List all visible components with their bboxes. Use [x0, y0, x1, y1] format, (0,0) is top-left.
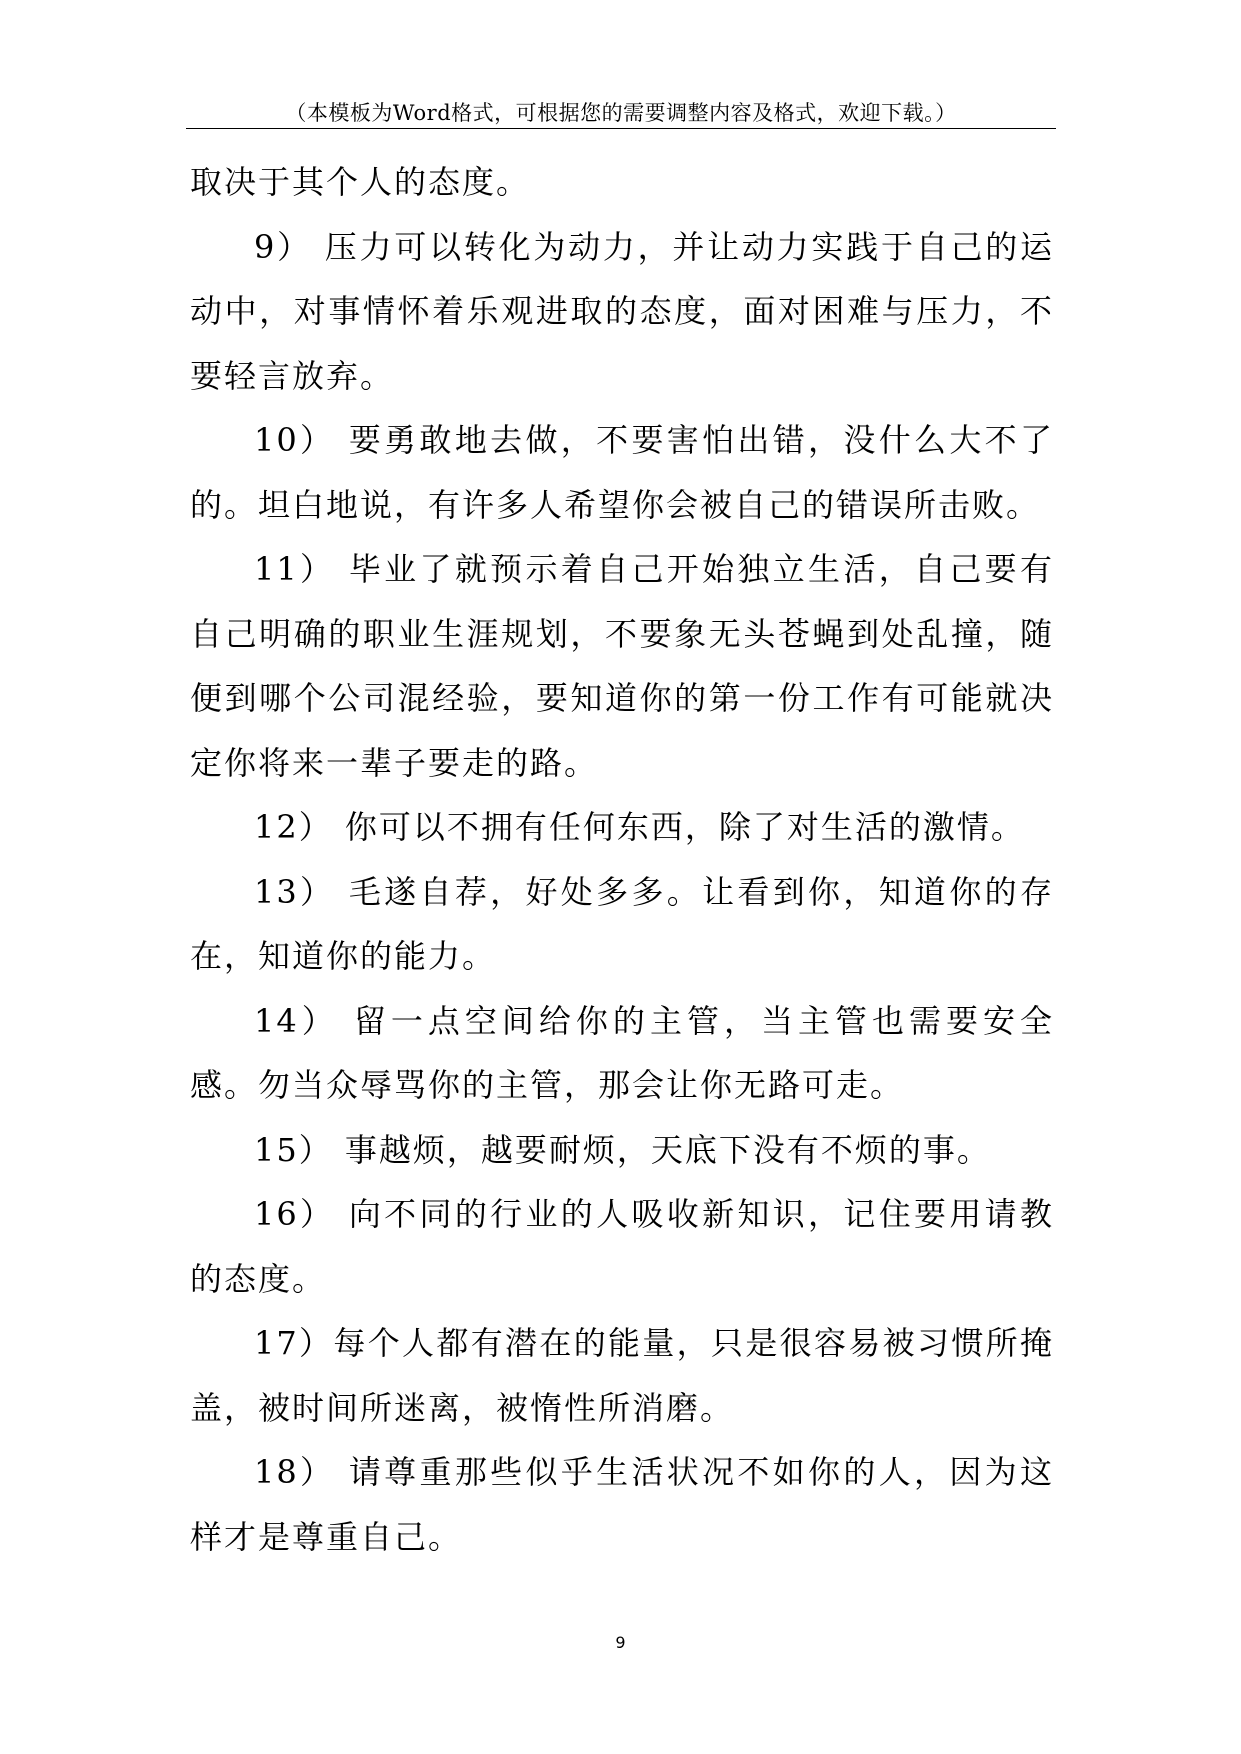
- paragraph: 16） 向不同的行业的人吸收新知识，记住要用请教的态度。: [190, 1195, 1054, 1298]
- paragraph: 11） 毕业了就预示着自己开始独立生活，自己要有自己明确的职业生涯规划，不要象无头苍蝇到处乱撞，随便到哪个公司混经验，要知道你的第一份工作有可能就决定你将来一辈子要走的路。: [190, 550, 1054, 782]
- header-divider: [186, 128, 1056, 129]
- paragraph: 13） 毛遂自荐，好处多多。让看到你，知道你的存在，知道你的能力。: [190, 872, 1054, 975]
- paragraph: 10） 要勇敢地去做，不要害怕出错，没什么大不了的。坦白地说，有许多人希望你会被自己的错误所击败。: [190, 421, 1054, 524]
- page-number: 9: [615, 1633, 626, 1652]
- page-header: （本模板为Word格式，可根据您的需要调整内容及格式，欢迎下载。）: [285, 101, 957, 125]
- paragraph: 15） 事越烦，越要耐烦，天底下没有不烦的事。: [254, 1130, 991, 1169]
- paragraph: 14） 留一点空间给你的主管，当主管也需要安全感。勿当众辱骂你的主管，那会让你无路可走。: [190, 1001, 1054, 1104]
- document-body: [190, 150, 1054, 1569]
- paragraph: 取决于其个人的态度。: [190, 163, 531, 201]
- paragraph: 18） 请尊重那些似乎生活状况不如你的人，因为这样才是尊重自己。: [190, 1453, 1054, 1556]
- paragraph: 9） 压力可以转化为动力，并让动力实践于自己的运动中，对事情怀着乐观进取的态度，面对困难与压力，不要轻言放弃。: [190, 227, 1054, 395]
- paragraph: 17）每个人都有潜在的能量，只是很容易被习惯所掩盖，被时间所迷离，被惰性所消磨。: [190, 1324, 1054, 1427]
- paragraph: 12） 你可以不拥有任何东西，除了对生活的激情。: [254, 808, 1025, 846]
